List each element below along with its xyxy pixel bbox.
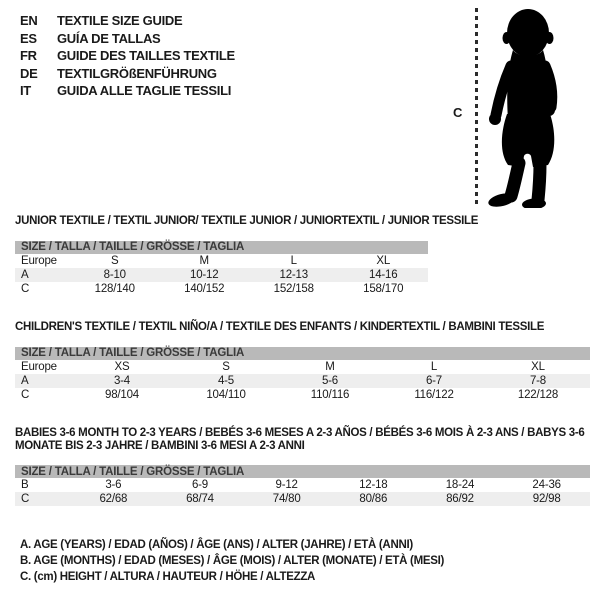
- value-cell: 14-16: [339, 268, 429, 282]
- value-cell: 62/68: [70, 492, 157, 506]
- lang-label: GUIDE DES TAILLES TEXTILE: [57, 48, 235, 64]
- size-table-block-junior: [15, 215, 479, 296]
- value-cell: XL: [531, 360, 545, 373]
- value-cell: 7-8: [486, 374, 590, 388]
- lang-row: [20, 65, 235, 83]
- value-cell: L: [290, 254, 297, 267]
- lang-row: [20, 12, 235, 30]
- table-row: [15, 374, 590, 388]
- lang-code: ES: [20, 30, 37, 46]
- legend-line-c: C. (cm) HEIGHT / ALTURA / HAUTEUR / HÖHE / ALTEZZA: [20, 571, 316, 583]
- value-cell: 92/98: [503, 492, 590, 506]
- lang-code: FR: [20, 48, 37, 64]
- table-title: JUNIOR TEXTILE / TEXTIL JUNIOR/ TEXTILE JUNIOR / JUNIORTEXTIL / JUNIOR TESSILE: [15, 215, 479, 227]
- value-cell: 24-36: [532, 479, 561, 491]
- size-header-cell: SIZE / TALLA / TAILLE / GRÖSSE / TAGLIA: [15, 241, 428, 254]
- language-header: [20, 12, 235, 100]
- table-row: [15, 478, 590, 492]
- value-cell: L: [430, 360, 438, 373]
- size-header-row: [15, 347, 590, 360]
- value-cell: 80/86: [330, 492, 417, 506]
- size-header-row: [15, 465, 590, 478]
- value-cell: 110/116: [310, 388, 350, 401]
- value-cell: 68/74: [157, 492, 244, 506]
- row-label-cell: C: [21, 282, 30, 295]
- lang-label: GUÍA DE TALLAS: [57, 30, 161, 46]
- lang-label: TEXTILE SIZE GUIDE: [57, 13, 183, 28]
- value-cell: M: [199, 254, 209, 267]
- lang-label: TEXTILGRÖßENFÜHRUNG: [57, 65, 217, 81]
- measure-label-c: C: [453, 105, 463, 120]
- value-cell: 12-18: [359, 479, 388, 491]
- lang-code: DE: [20, 65, 38, 81]
- value-cell: 18-24: [445, 479, 475, 491]
- value-cell: 5-6: [278, 374, 382, 388]
- value-cell: 140/152: [184, 282, 225, 295]
- value-cell: 116/122: [414, 388, 454, 401]
- row-label-cell: Europe: [21, 254, 57, 267]
- value-cell: 8-10: [70, 268, 160, 282]
- value-cell: XL: [376, 254, 391, 267]
- size-header-row: [15, 241, 428, 254]
- value-cell: 6-7: [382, 374, 486, 388]
- value-cell: 104/110: [206, 388, 246, 401]
- value-cell: S: [222, 360, 230, 373]
- value-cell: 152/158: [273, 282, 314, 295]
- size-table-block-babies: [15, 427, 590, 506]
- size-table: [15, 347, 590, 402]
- size-table-block-children: [15, 321, 590, 402]
- size-table: [15, 241, 428, 296]
- value-cell: XS: [114, 360, 130, 373]
- row-label-cell: C: [15, 492, 70, 506]
- table-title: CHILDREN'S TEXTILE / TEXTIL NIÑO/A / TEXTILE DES ENFANTS / KINDERTEXTIL / BAMBINI TESSILE: [15, 321, 545, 333]
- row-label-cell: B: [21, 479, 29, 491]
- value-cell: 4-5: [174, 374, 278, 388]
- size-header-cell: SIZE / TALLA / TAILLE / GRÖSSE / TAGLIA: [15, 465, 590, 478]
- value-cell: 3-4: [70, 374, 174, 388]
- value-cell: S: [111, 254, 119, 267]
- value-cell: 128/140: [94, 282, 135, 295]
- size-table: [15, 465, 590, 506]
- value-cell: 12-13: [249, 268, 339, 282]
- lang-row: [20, 47, 235, 65]
- row-label-cell: A: [15, 374, 70, 388]
- value-cell: 158/170: [363, 282, 404, 295]
- value-cell: 10-12: [160, 268, 250, 282]
- size-header-cell: SIZE / TALLA / TAILLE / GRÖSSE / TAGLIA: [15, 347, 590, 360]
- value-cell: 3-6: [105, 479, 122, 491]
- lang-label: GUIDA ALLE TAGLIE TESSILI: [57, 83, 232, 99]
- value-cell: M: [325, 360, 335, 373]
- lang-row: [20, 30, 235, 48]
- table-row: [15, 360, 590, 374]
- table-title: BABIES 3-6 MONTH TO 2-3 YEARS / BEBÉS 3-6 MESES A 2-3 AÑOS / BÉBÉS 3-6 MOIS À 2-3 ANS / BABYS 3-6 MONATE BIS 2-3 JAHRE / BAMBINI 3-6 MESI A 2-3 ANNI: [15, 427, 585, 452]
- legend-line-b: B. AGE (MONTHS) / EDAD (MESES) / ÂGE (MOIS) / ALTER (MONATE) / ETÀ (MESI): [20, 555, 445, 567]
- table-row: [15, 268, 428, 282]
- value-cell: 74/80: [243, 492, 330, 506]
- table-row: [15, 282, 428, 296]
- legend-line-a: A. AGE (YEARS) / EDAD (AÑOS) / ÂGE (ANS) / ALTER (JAHRE) / ETÀ (ANNI): [20, 539, 413, 551]
- lang-code: EN: [20, 13, 38, 28]
- row-label-cell: A: [15, 268, 70, 282]
- legend: [20, 537, 444, 585]
- table-row: [15, 388, 590, 402]
- table-row: [15, 254, 428, 268]
- row-label-cell: C: [21, 388, 30, 401]
- value-cell: 122/128: [517, 388, 559, 401]
- height-measure-dotted-line: [475, 8, 478, 208]
- value-cell: 6-9: [191, 479, 208, 491]
- lang-code: IT: [20, 83, 31, 99]
- table-row: [15, 492, 590, 506]
- lang-row: [20, 82, 235, 100]
- value-cell: 98/104: [105, 388, 139, 401]
- row-label-cell: Europe: [21, 360, 57, 373]
- baby-silhouette-icon: [483, 8, 573, 208]
- value-cell: 86/92: [417, 492, 504, 506]
- value-cell: 9-12: [275, 479, 298, 491]
